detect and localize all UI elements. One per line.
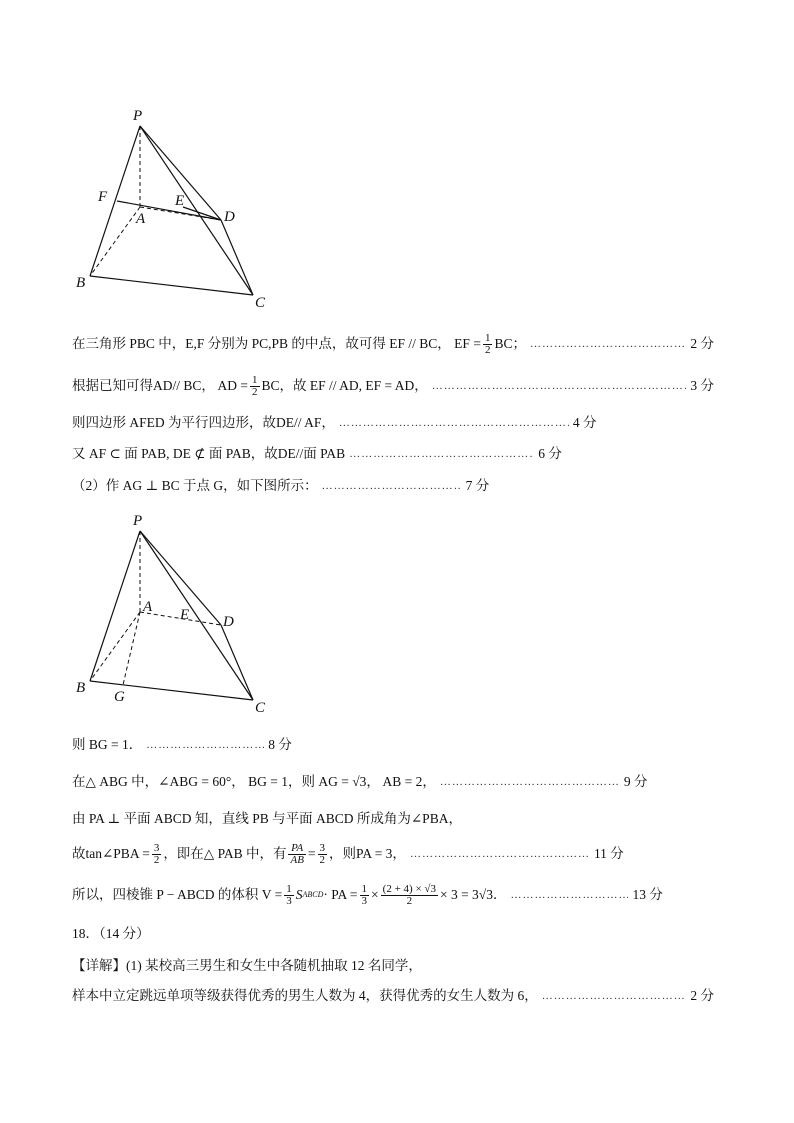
line-text: 18．（14 分）: [72, 926, 150, 941]
label-e: E: [175, 193, 185, 209]
solution-line-6: [72, 734, 714, 756]
line-text: · PA =: [323, 887, 358, 902]
score: 3 分: [690, 378, 714, 393]
question-18-header: [72, 923, 714, 945]
leader-dots: [410, 844, 590, 864]
line-text: 则四边形 AFED 为平行四边形，故DE// AF，: [72, 415, 335, 430]
leader-dots: [510, 885, 628, 905]
line-text: =: [307, 846, 316, 861]
label-c: C: [255, 295, 266, 311]
line-text: 由 PA ⊥ 平面 ABCD 知，直线 PB 与平面 ABCD 所成角为∠PBA，: [72, 811, 462, 826]
fraction: $\frac{3}{2}$: [319, 841, 326, 866]
solution-line-9: [72, 843, 714, 865]
line-text: ，则PA = 3，: [329, 846, 406, 861]
solution-line-1: [72, 333, 714, 355]
solution-line-8: [72, 808, 714, 830]
leader-dots: [349, 444, 534, 464]
line-text: 在△ ABG 中，∠ABG = 60°， BG = 1，则 AG = √3， AB = 2，: [72, 774, 436, 789]
score: 7 分: [465, 478, 490, 493]
label-b: B: [76, 275, 86, 291]
solution-line-10: 所以，四棱锥 P − ABCD 的体积 V = $\frac{1}{3}$ S ABCD · PA = $\frac{1}{3}$ × $\frac{(2 + 4) \times √3}{2}$ × 3 = 3√3． …………………………………………………………………………………………………………………………… 13 分: [72, 884, 714, 906]
label-a: A: [143, 599, 153, 615]
solution-line-5: [72, 475, 714, 497]
fraction: $\frac{1}{2}$: [484, 331, 491, 356]
label-d: D: [224, 209, 235, 225]
fraction: $\frac{(2 + 4) \times √3}{2}$: [382, 882, 436, 907]
line-text: 则 BG = 1．: [72, 737, 143, 752]
label-b: B: [76, 680, 86, 696]
leader-dots: [146, 735, 264, 755]
score: 2 分: [690, 988, 714, 1003]
line-text: 故tan∠PBA =: [72, 846, 150, 861]
score: 13 分: [632, 887, 663, 902]
fraction: $\frac{3}{2}$: [153, 841, 160, 866]
score: 2 分: [690, 336, 714, 351]
label-p: P: [133, 108, 143, 124]
line-text: ×: [371, 887, 379, 902]
line-text: 在三角形 PBC 中，E,F 分别为 PC,PB 的中点，故可得 EF // BC， EF =: [72, 336, 481, 351]
fraction: $\frac{PA}{AB}$: [290, 841, 304, 866]
leader-dots: [440, 772, 620, 792]
line-text: 【详解】(1) 某校高三男生和女生中各随机抽取 12 名同学，: [72, 958, 422, 973]
label-c: C: [255, 700, 266, 716]
line-text: 样本中立定跳远单项等级获得优秀的男生人数为 4，获得优秀的女生人数为 6，: [72, 988, 538, 1003]
line-text: 又 AF ⊂ 面 PAB, DE ⊄ 面 PAB，故DE//面 PAB: [72, 446, 346, 461]
score: 9 分: [623, 774, 648, 789]
line-text: × 3 = 3√3．: [439, 887, 507, 902]
leader-dots: [542, 986, 687, 1006]
leader-dots: [530, 334, 686, 354]
fraction: $\frac{1}{3}$: [286, 882, 292, 907]
leader-dots: [322, 476, 462, 496]
label-g: G: [114, 689, 125, 705]
solution-line-4: [72, 443, 714, 465]
label-f: F: [98, 189, 108, 205]
label-p: P: [133, 513, 143, 529]
solution-line-2: [72, 375, 714, 397]
subscript: ABCD: [302, 890, 324, 899]
line-text: 所以，四棱锥 P − ABCD 的体积 V =: [72, 887, 283, 902]
solution-line-12: [72, 955, 714, 977]
leader-dots: [432, 376, 687, 396]
score: 4 分: [572, 415, 597, 430]
line-text-tail: BC；: [494, 336, 526, 351]
line-text-tail: BC，故 EF // AD, EF = AD，: [261, 378, 428, 393]
label-a: A: [136, 211, 146, 227]
label-e: E: [180, 607, 190, 623]
score: 8 分: [268, 737, 292, 752]
solution-line-7: [72, 771, 714, 793]
leader-dots: [339, 413, 569, 433]
solution-line-3: [72, 412, 714, 434]
line-text: ，即在△ PAB 中，有: [163, 846, 287, 861]
score: 6 分: [538, 446, 562, 461]
fraction: $\frac{1}{3}$: [361, 882, 368, 907]
score: 11 分: [593, 846, 624, 861]
fraction: $\frac{1}{2}$: [252, 373, 258, 398]
solution-line-13: [72, 985, 714, 1007]
label-d: D: [223, 614, 234, 630]
line-text: （2）作 AG ⊥ BC 于点 G，如下图所示：: [72, 478, 318, 493]
line-text: 根据已知可得AD// BC， AD =: [72, 378, 249, 393]
